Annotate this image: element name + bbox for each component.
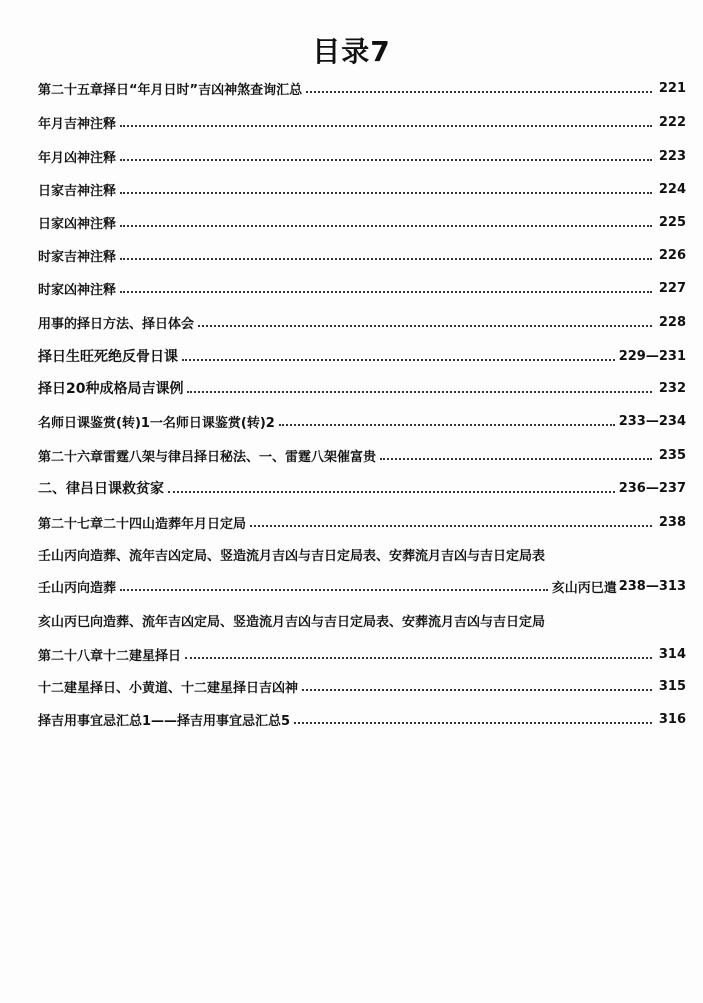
toc-entry-label: 日家吉神注释: [38, 183, 117, 199]
toc-entry-label: 择吉用事宜忌汇总1——择吉用事宜忌汇总5: [38, 713, 291, 729]
toc-page-number: 314: [658, 646, 686, 662]
toc-entry: [38, 542, 686, 566]
toc-leader: [306, 89, 652, 93]
toc-entry: [38, 443, 686, 467]
toc-leader: [120, 223, 652, 227]
toc-leader: [380, 456, 652, 460]
toc-entry-label: 亥山丙巳向造葬、流年吉凶定局、竖造流月吉凶与吉日定局表、安葬流月吉凶与吉日定局: [38, 614, 546, 630]
toc-entry-label: 时家凶神注释: [38, 282, 117, 298]
toc-page-number: 315: [658, 678, 686, 694]
toc-leader: [120, 256, 652, 260]
toc-entry: [38, 110, 686, 134]
toc-entry: [38, 177, 686, 201]
toc-entry: [38, 574, 686, 598]
toc-leader: [168, 489, 615, 493]
toc-entry: [38, 276, 686, 300]
toc-leader: [120, 190, 652, 194]
toc-page-number: 223: [658, 148, 686, 164]
toc-leader: [120, 587, 548, 591]
toc-leader: [302, 687, 652, 691]
toc-page-number: 229—231: [618, 348, 686, 364]
toc-leader: [182, 357, 615, 361]
toc-entry: [38, 243, 686, 267]
toc-page-number: 221: [658, 80, 686, 96]
toc-entry: [38, 476, 686, 500]
toc-entry-label: 第二十六章雷霆八架与律吕择日秘法、一、雷霆八架催富贵: [38, 449, 377, 465]
toc-page-number: 227: [658, 280, 686, 296]
toc-entry-label: 第二十五章择日“年月日时”吉凶神煞查询汇总: [38, 82, 303, 98]
toc-page-number: 316: [658, 711, 686, 727]
toc-entry-label: 用事的择日方法、择日体会: [38, 316, 195, 332]
toc-page-number: 224: [658, 181, 686, 197]
toc-page-number: 226: [658, 247, 686, 263]
toc-entry-label: 日家凶神注释: [38, 216, 117, 232]
toc-leader: [120, 157, 652, 161]
toc-entry-label: 第二十七章二十四山造葬年月日定局: [38, 516, 247, 532]
toc-entry: [38, 144, 686, 168]
toc-entry-label: 二、律吕日课救贫家: [38, 481, 164, 497]
toc-page-number: 238: [658, 514, 686, 530]
toc-leader: [250, 523, 652, 527]
toc-entry: [38, 344, 686, 368]
toc-entry-range-end: 亥山丙巳遣: [551, 580, 617, 596]
toc-leader: [120, 289, 652, 293]
toc-leader: [187, 389, 652, 393]
toc-entry-label: 时家吉神注释: [38, 249, 117, 265]
toc-entry-label: 第二十八章十二建星择日: [38, 648, 182, 664]
toc-entry: [38, 642, 686, 666]
toc-entry-label: 年月凶神注释: [38, 150, 117, 166]
toc-page-number: 236—237: [618, 480, 686, 496]
toc-entry-label: 壬山丙向造葬、流年吉凶定局、竖造流月吉凶与吉日定局表、安葬流月吉凶与吉日定局表: [38, 548, 546, 564]
toc-entry: [38, 76, 686, 100]
toc-entry: [38, 674, 686, 698]
toc-page-number: 235: [658, 447, 686, 463]
toc-entry: [38, 510, 686, 534]
toc-entry: [38, 707, 686, 731]
toc-page-number: 222: [658, 114, 686, 130]
toc-page-number: 228: [658, 314, 686, 330]
toc-entry-label: 名师日课鉴赏(转)1一名师日课鉴赏(转)2: [38, 415, 275, 431]
toc-entry: [38, 376, 686, 400]
toc-entry-label: 壬山丙向造葬: [38, 580, 117, 596]
toc-entry-label: 择日生旺死绝反骨日课: [38, 349, 178, 365]
toc-leader: [279, 422, 615, 426]
toc-entry: [38, 409, 686, 433]
toc-entry: [38, 310, 686, 334]
toc-page-number: 225: [658, 214, 686, 230]
toc-page-number: 232: [658, 380, 686, 396]
toc-entry-label: 择日20种成格局吉课例: [38, 381, 184, 397]
toc-entry: [38, 210, 686, 234]
toc-leader: [294, 720, 652, 724]
toc-page-number: 238—313: [618, 578, 686, 594]
toc-entry-label: 年月吉神注释: [38, 116, 117, 132]
toc-page-number: 233—234: [618, 413, 686, 429]
toc-leader: [120, 123, 652, 127]
toc-leader: [198, 323, 652, 327]
page-title: 目录7: [312, 35, 391, 68]
toc-entry: [38, 608, 686, 632]
toc-leader: [185, 655, 652, 659]
toc-entry-label: 十二建星择日、小黄道、十二建星择日吉凶神: [38, 680, 299, 696]
